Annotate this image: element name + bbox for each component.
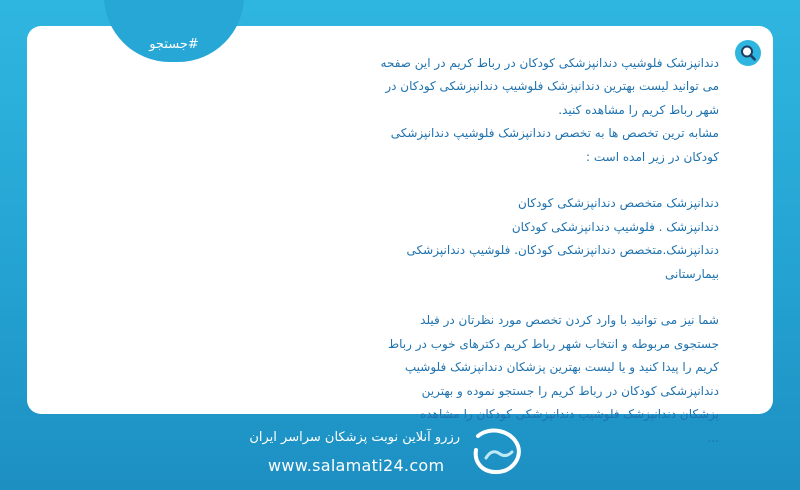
- search-icon: [739, 44, 757, 62]
- search-button[interactable]: [735, 40, 761, 66]
- search-tab-label: #جستجو: [149, 37, 199, 52]
- page-description: دندانپزشک فلوشیپ دندانپزشکی کودکان در رباط کریم در این صفحه می توانید لیست بهترین دندانپزشک فلوشیپ دندانپزشکی کودکان در شهر رباط کریم را مشاهده کنید. مشابه ترین تخصص ها به تخصص دندانپزشک فلوشیپ دندانپزشکی کودکان در زیر امده است : دندانپزشک متخصص دندانپزشکی کودکان دندانپزشک . فلوشیپ دندانپزشکی کودکان دندانپزشک.متخصص دندانپزشکی کودکان. فلوشیپ دندانپزشکی بیمارستانی شما نیز می توانید با وارد کردن تخصص مورد نظرتان در فیلد جستجوی مربوطه و انتخاب شهر رباط کریم دکترهای خوب در رباط کریم را پیدا کنید و یا لیست بهترین پزشکان دندانپزشک فلوشیپ دندانپزشکی کودکان در رباط کریم را جستجو نموده و بهترین پزشکان دندانپزشک فلوشیپ دندانپزشکی کودکان را مشاهده ...: [380, 56, 719, 445]
- search-tab[interactable]: [104, 0, 244, 62]
- footer-tagline: رزرو آنلاین نوبت پزشکان سراسر ایران: [249, 430, 460, 445]
- salamati-logo: [468, 428, 528, 478]
- footer-url-link[interactable]: www.salamati24.com: [268, 456, 445, 475]
